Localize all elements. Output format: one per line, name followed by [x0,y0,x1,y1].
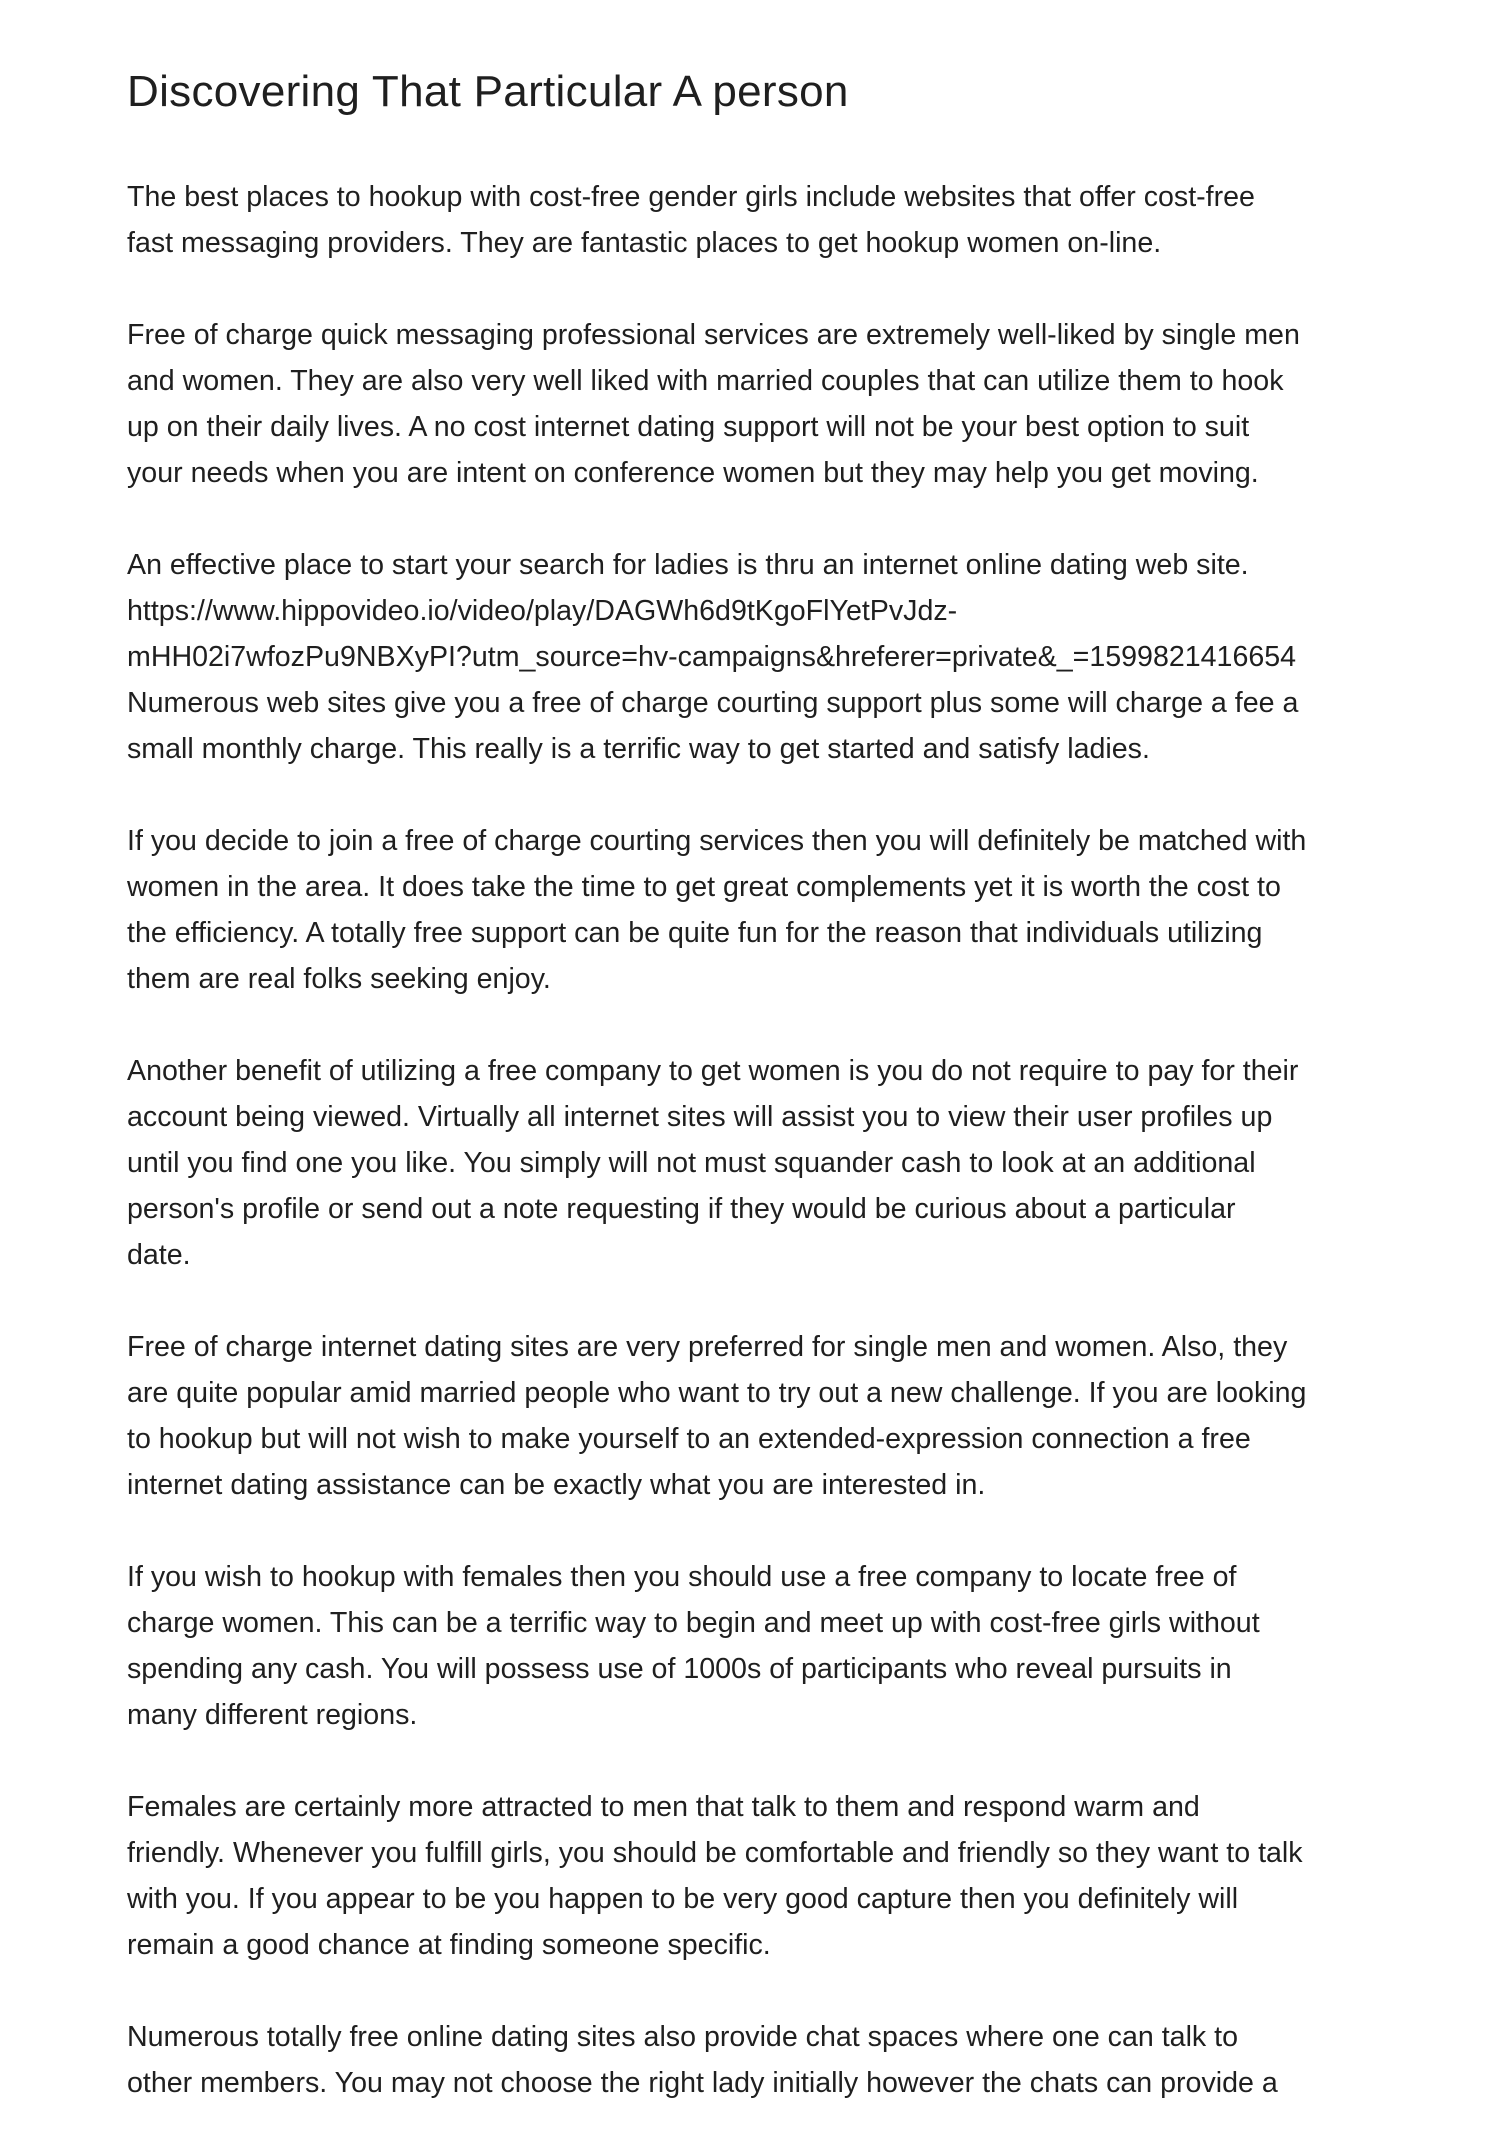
paragraph [127,312,1397,496]
paragraph-line: remain a good chance at finding someone specific. [127,1929,771,1961]
paragraph-line: mHH02i7wfozPu9NBXyPI?utm_source=hv-campaigns&hreferer=private&_=1599821416654 [127,641,1297,673]
paragraph-line: Free of charge quick messaging professional services are extremely well-liked by single men [127,319,1300,351]
paragraph [127,1554,1397,1738]
document-body [127,174,1397,2106]
paragraph-line: women in the area. It does take the time to get great complements yet it is worth the cost to [127,871,1281,903]
paragraph-line: internet dating assistance can be exactly what you are interested in. [127,1469,986,1501]
paragraph-line: the efficiency. A totally free support can be quite fun for the reason that individuals utilizing [127,917,1263,949]
paragraph-line: up on their daily lives. A no cost internet dating support will not be your best option to suit [127,411,1250,443]
paragraph-line: friendly. Whenever you fulfill girls, you should be comfortable and friendly so they want to talk [127,1837,1303,1869]
paragraph [127,818,1397,1002]
paragraph-line: fast messaging providers. They are fantastic places to get hookup women on-line. [127,227,1162,259]
paragraph-line: Females are certainly more attracted to men that talk to them and respond warm and [127,1791,1200,1823]
paragraph-line: are quite popular amid married people who want to try out a new challenge. If you are looking [127,1377,1307,1409]
paragraph-line: account being viewed. Virtually all internet sites will assist you to view their user profiles up [127,1101,1273,1133]
paragraph-line: Free of charge internet dating sites are very preferred for single men and women. Also, they [127,1331,1288,1363]
paragraph-line: small monthly charge. This really is a terrific way to get started and satisfy ladies. [127,733,1150,765]
paragraph-line: https://www.hippovideo.io/video/play/DAGWh6d9tKgoFlYetPvJdz- [127,595,958,627]
paragraph-line: charge women. This can be a terrific way to begin and meet up with cost-free girls without [127,1607,1260,1639]
paragraph-line: If you wish to hookup with females then you should use a free company to locate free of [127,1561,1237,1593]
paragraph-line: many different regions. [127,1699,418,1731]
paragraph [127,542,1397,772]
paragraph-line: Numerous web sites give you a free of charge courting support plus some will charge a fee a [127,687,1299,719]
paragraph-line: date. [127,1239,191,1271]
paragraph-line: and women. They are also very well liked with married couples that can utilize them to hook [127,365,1284,397]
paragraph-line: If you decide to join a free of charge courting services then you will definitely be matched with [127,825,1307,857]
paragraph [127,174,1397,266]
paragraph-line: Numerous totally free online dating sites also provide chat spaces where one can talk to [127,2021,1239,2053]
paragraph-line: Another benefit of utilizing a free company to get women is you do not require to pay for their [127,1055,1299,1087]
paragraph-line: other members. You may not choose the right lady initially however the chats can provide a [127,2067,1278,2099]
paragraph-line: person's profile or send out a note requesting if they would be curious about a particular [127,1193,1236,1225]
paragraph-line: An effective place to start your search for ladies is thru an internet online dating web site. [127,549,1249,581]
paragraph [127,1048,1397,1278]
paragraph [127,1784,1397,1968]
paragraph-line: The best places to hookup with cost-free gender girls include websites that offer cost-free [127,181,1255,213]
paragraph-line: until you find one you like. You simply will not must squander cash to look at an additional [127,1147,1256,1179]
document-title: Discovering That Particular A person [127,67,849,116]
document-page [127,62,1397,2152]
paragraph [127,1324,1397,1508]
paragraph [127,2014,1397,2106]
paragraph-line: spending any cash. You will possess use of 1000s of participants who reveal pursuits in [127,1653,1232,1685]
paragraph-line: your needs when you are intent on conference women but they may help you get moving. [127,457,1259,489]
paragraph-line: with you. If you appear to be you happen to be very good capture then you definitely will [127,1883,1239,1915]
paragraph-line: to hookup but will not wish to make yourself to an extended-expression connection a free [127,1423,1251,1455]
paragraph-line: them are real folks seeking enjoy. [127,963,551,995]
